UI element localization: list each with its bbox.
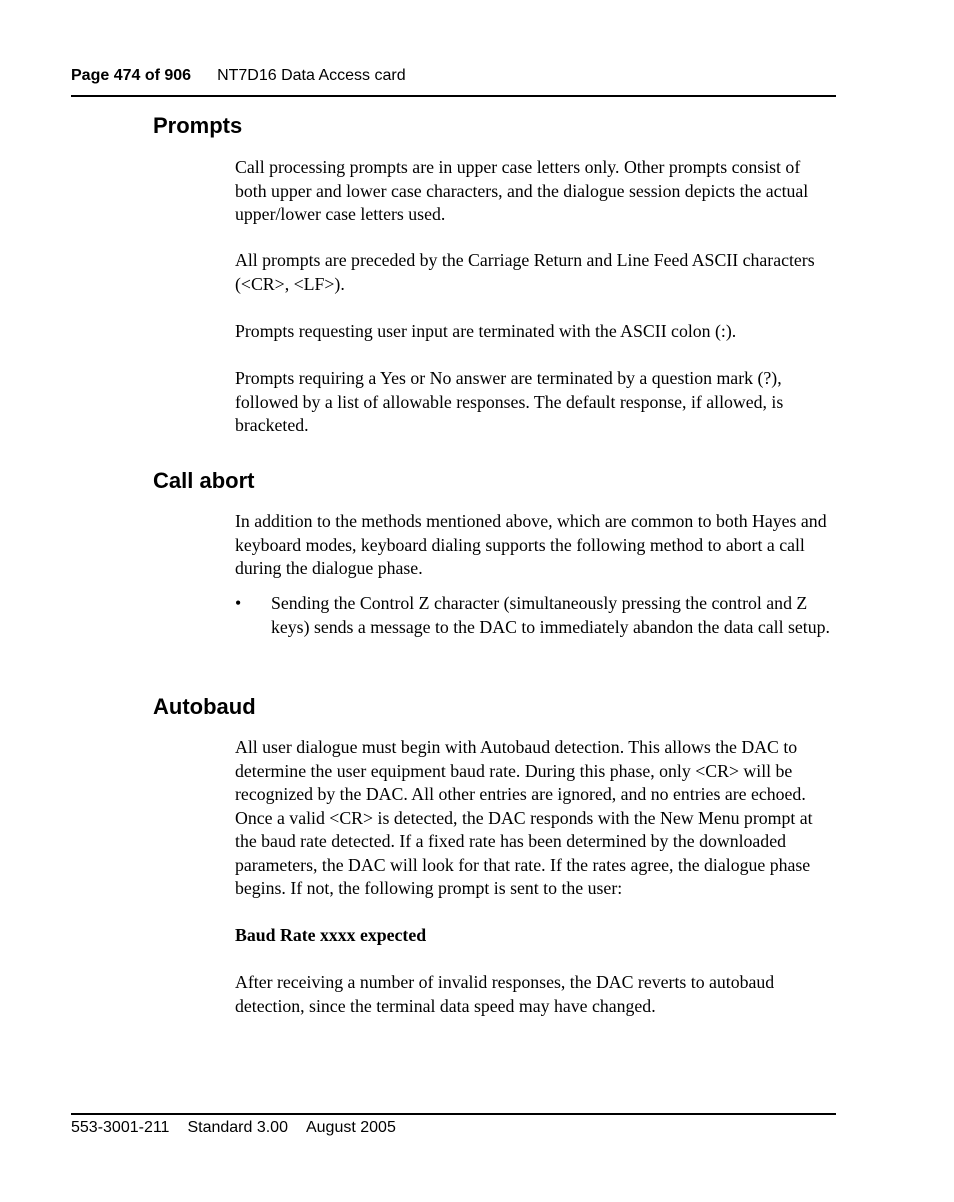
publication-date: August 2005 — [305, 1119, 396, 1136]
heading-autobaud: Autobaud — [153, 694, 256, 719]
call-abort-paragraph: In addition to the methods mentioned above, which are common to both Hayes and keyboard modes, keyboard dialing supports the following method to abort a call during the dialogue phase. — [235, 511, 827, 578]
page-footer — [71, 1118, 414, 1138]
heading-call-abort: Call abort — [153, 468, 255, 493]
prompts-paragraph-1: Call processing prompts are in upper case letters only. Other prompts consist of both upper and lower case characters, and the dialogue session depicts the actual upper/lower case letters used. — [235, 157, 809, 224]
page-number: Page 474 of 906 — [71, 67, 192, 84]
document-title: NT7D16 Data Access card — [217, 67, 406, 84]
page-header — [71, 66, 406, 86]
document-number: 553-3001-211 — [71, 1119, 170, 1136]
bullet-text: Sending the Control Z character (simultaneously pressing the control and Z keys) sends a message to the DAC to immediately abandon the data call setup. — [271, 593, 830, 637]
bullet-symbol: • — [235, 593, 242, 613]
autobaud-paragraph-2: After receiving a number of invalid responses, the DAC reverts to autobaud detection, since the terminal data speed may have changed. — [235, 972, 775, 1016]
prompts-paragraph-4: Prompts requiring a Yes or No answer are terminated by a question mark (?), followed by a list of allowable responses. The default response, if allowed, is bracketed. — [235, 368, 784, 435]
header-rule — [71, 95, 836, 97]
autobaud-prompt-example: Baud Rate xxxx expected — [235, 925, 427, 945]
prompts-paragraph-2: All prompts are preceded by the Carriage Return and Line Feed ASCII characters (<CR>, <LF>). — [235, 250, 815, 294]
prompts-paragraph-3: Prompts requesting user input are terminated with the ASCII colon (:). — [235, 321, 737, 341]
footer-rule — [71, 1113, 836, 1115]
standard-version: Standard 3.00 — [187, 1119, 288, 1136]
heading-prompts: Prompts — [153, 113, 243, 138]
autobaud-paragraph-1: All user dialogue must begin with Autobaud detection. This allows the DAC to determine the user equipment baud rate. During this phase, only <CR> will be recognized by the DAC. All other entries are ignored, and no entries are echoed. Once a valid <CR> is detected, the DAC responds with the New Menu prompt at the baud rate detected. If a fixed rate has been determined by the downloaded parameters, the DAC will look for that rate. If the rates agree, the dialogue phase begins. If not, the following prompt is sent to the user: — [235, 737, 813, 898]
